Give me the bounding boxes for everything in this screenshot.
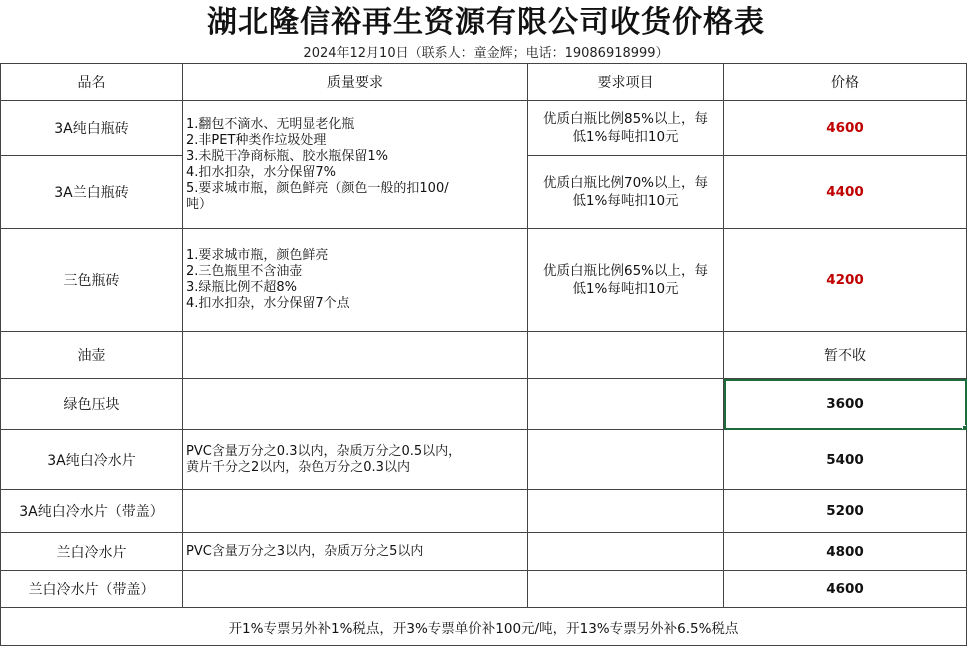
requirement-cell[interactable] bbox=[528, 533, 724, 571]
price-cell[interactable]: 4600 bbox=[724, 101, 967, 156]
quality-line: 1.翻包不滴水、无明显老化瓶 bbox=[186, 116, 355, 132]
header-quality[interactable]: 质量要求 bbox=[183, 64, 528, 101]
requirement-line: 优质白瓶比例70%以上，每 bbox=[542, 175, 708, 191]
price-value: 3600 bbox=[826, 396, 864, 412]
price-cell[interactable]: 4800 bbox=[724, 533, 967, 571]
product-name[interactable]: 3A纯白冷水片（带盖） bbox=[1, 490, 183, 533]
requirement-cell[interactable] bbox=[528, 229, 724, 332]
quality-line: 2.非PET种类作垃圾处理 bbox=[186, 132, 327, 148]
quality-cell[interactable] bbox=[183, 379, 528, 430]
quality-line: 1.要求城市瓶，颜色鲜亮 bbox=[186, 248, 329, 263]
requirement-line: 低1%每吨扣10元 bbox=[572, 281, 679, 297]
header-name[interactable]: 品名 bbox=[1, 64, 183, 101]
product-name[interactable]: 3A兰白瓶砖 bbox=[1, 156, 183, 229]
price-cell[interactable]: 4400 bbox=[724, 156, 967, 229]
header-requirement[interactable]: 要求项目 bbox=[528, 64, 724, 101]
header-row bbox=[1, 64, 967, 101]
price-cell[interactable]: 5200 bbox=[724, 490, 967, 533]
table-row bbox=[1, 430, 967, 490]
table-row bbox=[1, 571, 967, 608]
price-table bbox=[0, 63, 967, 646]
price-cell[interactable]: 暂不收 bbox=[724, 332, 967, 379]
product-name[interactable]: 3A纯白冷水片 bbox=[1, 430, 183, 490]
quality-line: PVC含量万分之0.3以内，杂质万分之0.5以内， bbox=[186, 443, 462, 459]
requirement-line: 优质白瓶比例85%以上，每 bbox=[542, 111, 708, 127]
fill-handle[interactable] bbox=[962, 425, 967, 430]
quality-line: PVC含量万分之3以内，杂质万分之5以内 bbox=[186, 543, 424, 559]
table-row bbox=[1, 533, 967, 571]
price-cell[interactable]: 4200 bbox=[724, 229, 967, 332]
requirement-cell[interactable] bbox=[528, 101, 724, 156]
product-name[interactable]: 兰白冷水片（带盖） bbox=[1, 571, 183, 608]
quality-cell-shared[interactable] bbox=[183, 101, 528, 229]
product-name[interactable]: 三色瓶砖 bbox=[1, 229, 183, 332]
price-cell[interactable]: 4600 bbox=[724, 571, 967, 608]
requirement-cell[interactable] bbox=[528, 571, 724, 608]
quality-line: 3.未脱干净商标瓶、胶水瓶保留1% bbox=[186, 148, 389, 164]
quality-cell[interactable] bbox=[183, 490, 528, 533]
quality-line: 4.扣水扣杂，水分保留7个点 bbox=[186, 296, 350, 311]
product-name[interactable]: 绿色压块 bbox=[1, 379, 183, 430]
sheet-subtitle: 2024年12月10日（联系人：童金辉；电话：19086918999） bbox=[303, 46, 669, 61]
table-row bbox=[1, 490, 967, 533]
requirement-line: 优质白瓶比例65%以上，每 bbox=[542, 263, 708, 279]
requirement-cell[interactable] bbox=[528, 490, 724, 533]
requirement-line: 低1%每吨扣10元 bbox=[572, 129, 679, 145]
table-row bbox=[1, 379, 967, 430]
product-name[interactable]: 油壶 bbox=[1, 332, 183, 379]
quality-line: 黄片千分之2以内，杂色万分之0.3以内 bbox=[186, 459, 410, 475]
product-name[interactable]: 兰白冷水片 bbox=[1, 533, 183, 571]
footer-note[interactable]: 开1%专票另外补1%税点，开3%专票单价补100元/吨，开13%专票另外补6.5%税点 bbox=[1, 608, 967, 646]
sheet-title: 湖北隆信裕再生资源有限公司收货价格表 bbox=[207, 5, 765, 40]
table-row bbox=[1, 332, 967, 379]
header-price[interactable]: 价格 bbox=[724, 64, 967, 101]
quality-line: 3.绿瓶比例不超8% bbox=[186, 280, 298, 295]
quality-cell[interactable] bbox=[183, 571, 528, 608]
quality-cell[interactable] bbox=[183, 332, 528, 379]
requirement-line: 低1%每吨扣10元 bbox=[572, 193, 679, 209]
price-cell[interactable]: 5400 bbox=[724, 430, 967, 490]
requirement-cell[interactable] bbox=[528, 332, 724, 379]
table-row bbox=[1, 229, 967, 332]
requirement-cell[interactable] bbox=[528, 430, 724, 490]
price-cell-selected[interactable] bbox=[724, 379, 967, 430]
requirement-cell[interactable] bbox=[528, 156, 724, 229]
quality-line: 吨） bbox=[186, 196, 213, 212]
footer-row bbox=[1, 608, 967, 646]
quality-cell[interactable] bbox=[183, 430, 528, 490]
quality-line: 2.三色瓶里不含油壶 bbox=[186, 264, 303, 279]
quality-cell[interactable] bbox=[183, 229, 528, 332]
quality-line: 5.要求城市瓶，颜色鲜亮（颜色一般的扣100/ bbox=[186, 180, 449, 196]
product-name[interactable]: 3A纯白瓶砖 bbox=[1, 101, 183, 156]
table-row bbox=[1, 101, 967, 156]
requirement-cell[interactable] bbox=[528, 379, 724, 430]
quality-line: 4.扣水扣杂，水分保留7% bbox=[186, 164, 337, 180]
quality-cell[interactable] bbox=[183, 533, 528, 571]
